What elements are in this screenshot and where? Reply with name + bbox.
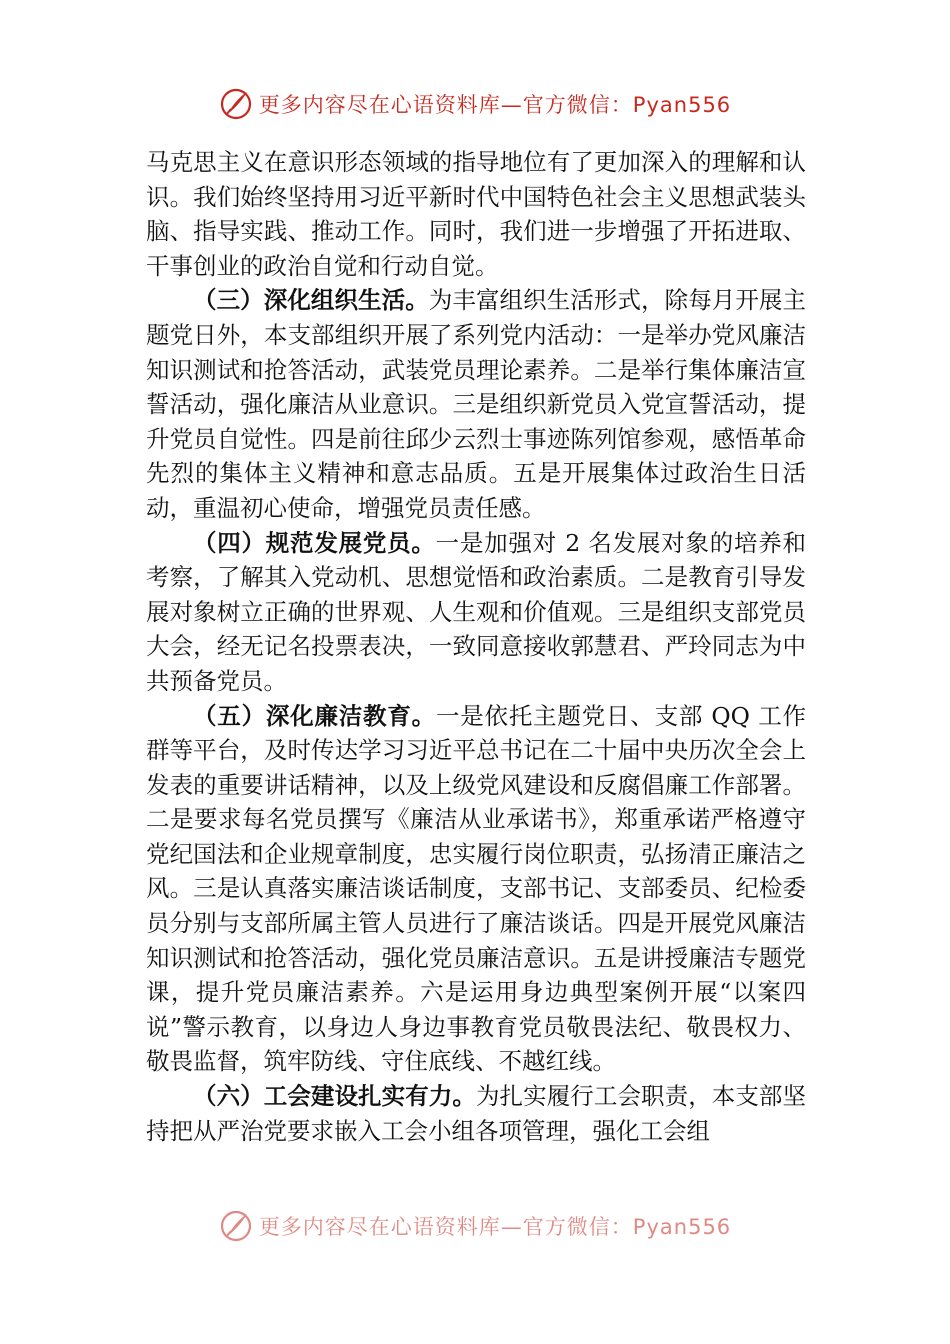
paragraph-integrity-education (146, 699, 806, 1080)
watermark-banner-top (0, 84, 950, 124)
quill-logo-icon (219, 1209, 253, 1243)
paragraph-text: 为扎实履行工会职责，本支部坚持把从严治党要求嵌入工会小组各项管理，强化工会组 (146, 1082, 807, 1145)
quill-logo-icon (219, 87, 253, 121)
paragraph-text: 为丰富组织生活形式，除每月开展主题党日外，本支部组织开展了系列党内活动：一是举办党风廉洁知识测试和抢答活动，武装党员理论素养。二是举行集体廉洁宣誓活动，强化廉洁从业意识。三是组织新党员入党宣誓活动，提升党员自觉性。四是前往邱少云烈士事迹陈列馆参观，感悟革命先烈的集体主义精神和意志品质。五是开展集体过政治生日活动，重温初心使命，增强党员责任感。 (146, 286, 807, 522)
paragraph-organization-life (146, 283, 806, 525)
watermark-banner-bottom (0, 1208, 950, 1244)
section-heading: （三）深化组织生活。 (193, 286, 429, 315)
paragraph-continuation (146, 145, 806, 283)
paragraph-text: 一是加强对 2 名发展对象的培养和考察，了解其入党动机、思想觉悟和政治素质。二是教育引导发展对象树立正确的世界观、人生观和价值观。三是组织支部党员大会，经无记名投票表决，一致同意接收郭慧君、严玲同志为中共预备党员。 (146, 528, 806, 695)
section-heading: （六）工会建设扎实有力。 (193, 1082, 476, 1111)
paragraph-union-building (146, 1079, 806, 1148)
paragraph-text: 马克思主义在意识形态领域的指导地位有了更加深入的理解和认识。我们始终坚持用习近平新时代中国特色社会主义思想武装头脑、指导实践、推动工作。同时，我们进一步增强了开拓进取、干事创业的政治自觉和行动自觉。 (146, 148, 806, 280)
paragraph-text: 一是依托主题党日、支部 QQ 工作群等平台，及时传达学习习近平总书记在二十届中央历次全会上发表的重要讲话精神，以及上级党风建设和反腐倡廉工作部署。二是要求每名党员撰写《廉洁从业承诺书》，郑重承诺严格遵守党纪国法和企业规章制度，忠实履行岗位职责，弘扬清正廉洁之风。三是认真落实廉洁谈话制度，支部书记、支部委员、纪检委员分别与支部所属主管人员进行了廉洁谈话。四是开展党风廉洁知识测试和抢答活动，强化党员廉洁意识。五是讲授廉洁专题党课，提升党员廉洁素养。六是运用身边典型案例开展“以案四说”警示教育，以身边人身边事教育党员敬畏法纪、敬畏权力、敬畏监督，筑牢防线、守住底线、不越红线。 (146, 701, 807, 1076)
document-body (146, 145, 806, 1148)
watermark-text-bottom: 更多内容尽在心语资料库—官方微信：Pyan556 (258, 1215, 732, 1239)
watermark-text-top: 更多内容尽在心语资料库—官方微信：Pyan556 (258, 93, 732, 117)
section-heading: （五）深化廉洁教育。 (193, 701, 436, 730)
paragraph-party-development (146, 526, 806, 699)
section-heading: （四）规范发展党员。 (193, 528, 436, 557)
